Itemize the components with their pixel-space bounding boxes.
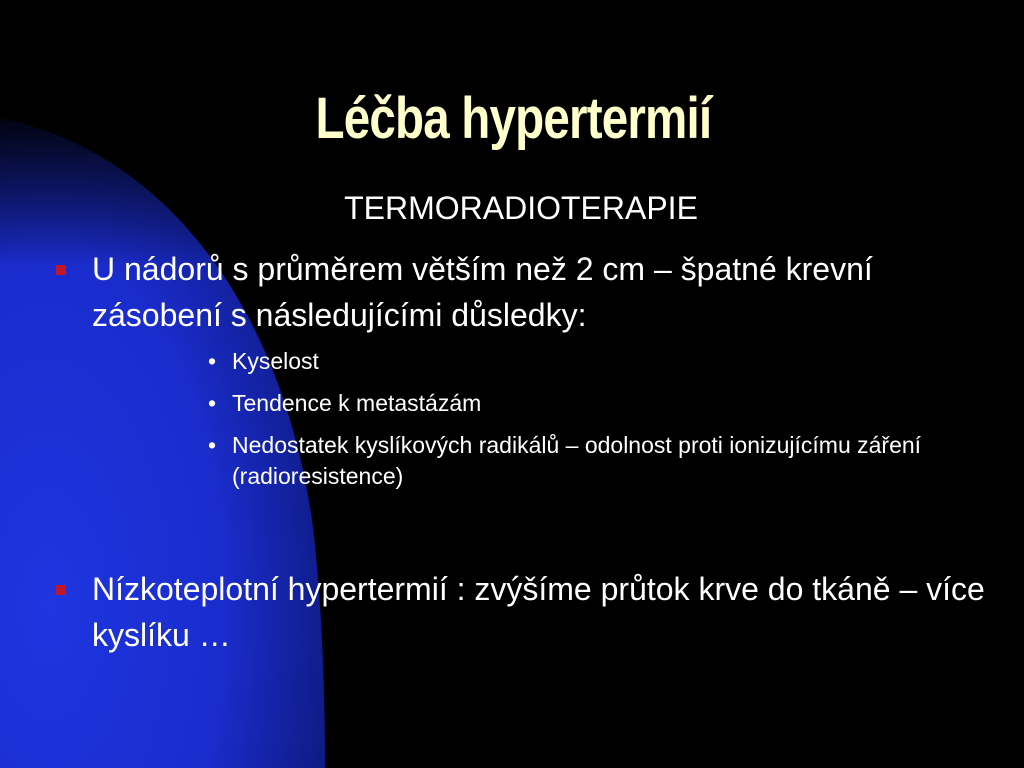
square-bullet-icon — [56, 265, 66, 275]
dot-bullet-icon: • — [208, 348, 217, 374]
sub-bullet-item-3 — [208, 430, 932, 492]
sub-bullet-text-1: Kyselost — [232, 348, 319, 374]
sub-bullet-text-3: Nedostatek kyslíkových radikálů – odolnost proti ionizujícímu záření (radioresistence) — [232, 432, 922, 489]
square-bullet-icon — [56, 585, 66, 595]
dot-bullet-icon: • — [208, 432, 217, 458]
bullet-text-2: Nízkoteplotní hypertermií : zvýšíme průtok krve do tkáně – více kyslíku … — [92, 571, 985, 653]
slide-subtitle: TERMORADIOTERAPIE — [344, 190, 698, 226]
bullet-text-1: U nádorů s průměrem větším než 2 cm – špatné krevní zásobení s následujícími důsledky: — [92, 251, 873, 333]
sub-bullet-item-1 — [208, 346, 932, 377]
sub-bullet-text-2: Tendence k metastázám — [232, 390, 482, 416]
sub-bullet-list — [208, 346, 932, 503]
sub-bullet-item-2 — [208, 388, 932, 419]
bullet-item-1 — [92, 246, 992, 338]
dot-bullet-icon: • — [208, 390, 217, 416]
slide-title: Léčba hypertermií — [315, 86, 712, 151]
bullet-item-2 — [92, 566, 992, 658]
